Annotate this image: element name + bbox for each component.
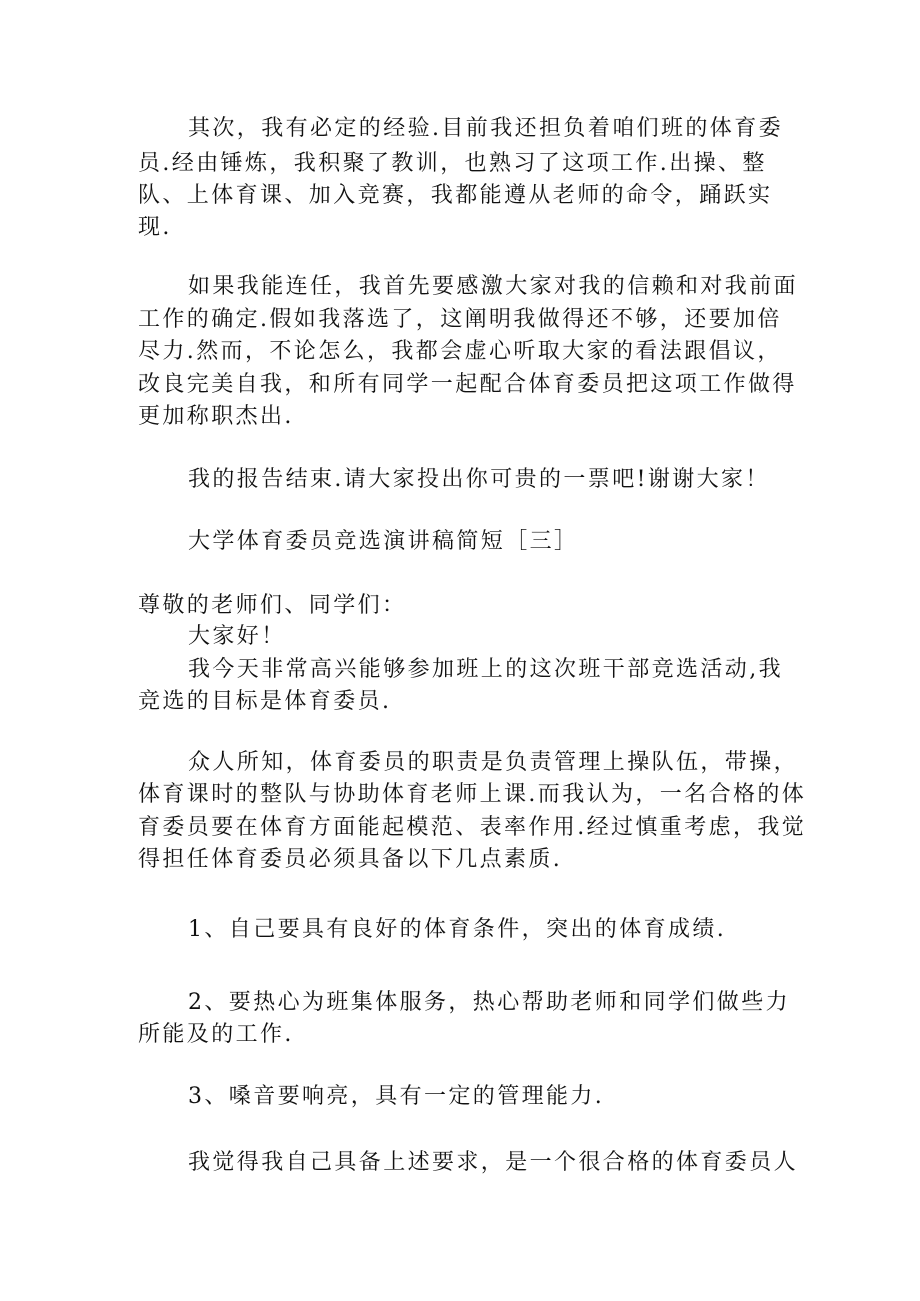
- paragraph-2-line-4: 改良完美自我，和所有同学一起配合体育委员把这项工作做得: [138, 372, 797, 397]
- intro-line-1: 我今天非常高兴能够参加班上的这次班干部竞选活动,我: [188, 657, 783, 682]
- salutation: 尊敬的老师们、同学们：: [138, 593, 407, 618]
- paragraph-1-line-1: 其次，我有必定的经验.目前我还担负着咱们班的体育委: [188, 116, 783, 141]
- paragraph-2-line-1: 如果我能连任，我首先要感激大家对我的信赖和对我前面: [188, 274, 799, 299]
- list-item-2-line-1: 2、要热心为班集体服务，热心帮助老师和同学们做些力: [188, 990, 790, 1015]
- list-item-1: 1、自己要具有良好的体育条件，突出的体育成绩.: [188, 917, 727, 942]
- duties-line-4: 得担任体育委员必须具备以下几点素质.: [138, 847, 563, 872]
- paragraph-2-line-3: 尽力.然而，不论怎么，我都会虚心听取大家的看法跟倡议，: [138, 339, 782, 364]
- intro-line-2: 竞选的目标是体育委员.: [138, 689, 392, 714]
- duties-line-2: 体育课时的整队与协助体育老师上课.而我认为，一名合格的体: [138, 782, 807, 807]
- paragraph-1-line-3: 队、上体育课、加入竞赛，我都能遵从老师的命令，踊跃实: [138, 183, 773, 208]
- paragraph-1-line-4: 现.: [138, 215, 172, 240]
- duties-line-3: 育委员要在体育方面能起模范、表率作用.经过慎重考虑，我觉: [138, 815, 807, 840]
- section-title: 大学体育委员竞选演讲稿简短［三］: [188, 529, 579, 554]
- list-item-2-line-2: 所能及的工作.: [138, 1022, 294, 1047]
- closing-line: 我的报告结束.请大家投出你可贵的一票吧!谢谢大家！: [188, 467, 770, 492]
- final-paragraph-line-1: 我觉得我自己具备上述要求，是一个很合格的体育委员人: [188, 1150, 799, 1175]
- paragraph-2-line-2: 工作的确定.假如我落选了，这阐明我做得还不够，还要加倍: [138, 307, 782, 332]
- greeting: 大家好！: [188, 624, 286, 649]
- paragraph-1-line-2: 员.经由锤炼，我积聚了教训，也熟习了这项工作.出操、整: [138, 151, 767, 176]
- duties-line-1: 众人所知，体育委员的职责是负责管理上操队伍，带操，: [188, 750, 799, 775]
- paragraph-2-line-5: 更加称职杰出.: [138, 404, 294, 429]
- list-item-3: 3、嗓音要响亮，具有一定的管理能力.: [188, 1084, 605, 1109]
